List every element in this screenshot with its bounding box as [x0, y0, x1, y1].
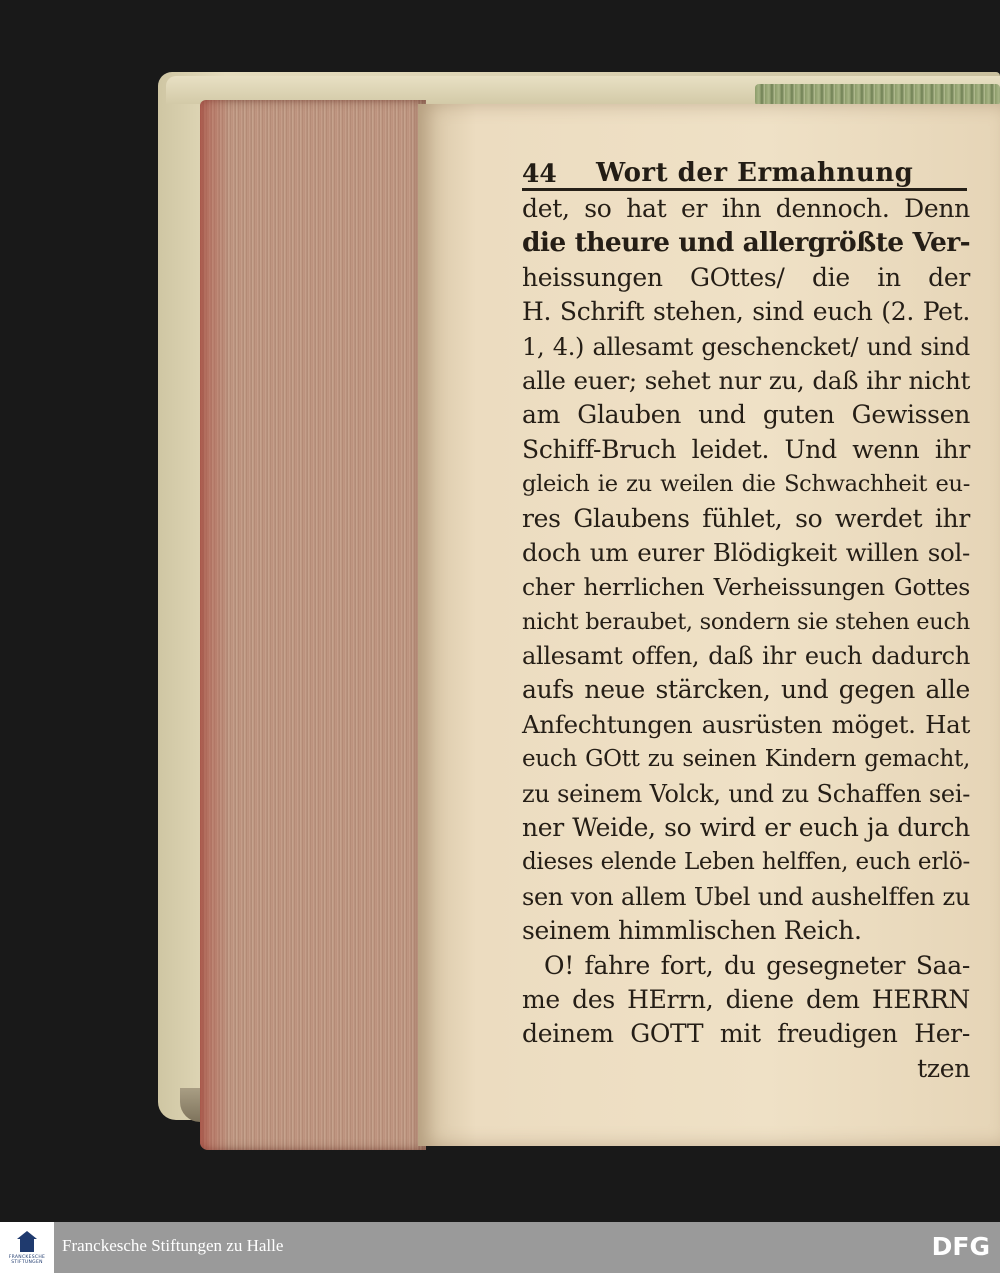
institution-name[interactable]: Franckesche Stiftungen zu Halle	[62, 1236, 284, 1255]
text-line: euch GOtt zu seinen Kindern gemacht,	[522, 746, 970, 773]
text-line: 1, 4.) allesamt geschencket/ und sind	[522, 332, 970, 361]
text-line: doch um eurer Blödigkeit willen sol-	[522, 537, 970, 567]
text-line: me des HErrn, diene dem HERRN	[522, 984, 970, 1014]
text-line: allesamt offen, daß ihr euch dadurch	[522, 642, 970, 671]
text-line: O! fahre fort, du gesegneter Saa-	[544, 950, 970, 980]
text-line: ner Weide, so wird er euch ja durch	[522, 813, 970, 843]
text-line: dieses elende Leben helffen, euch erlö-	[522, 849, 970, 876]
text-line: Schiff-Bruch leidet. Und wenn ihr	[522, 434, 970, 464]
text-line: die theure und allergrößte Ver-	[522, 227, 970, 259]
page-number: 44	[522, 159, 557, 188]
page-header	[522, 148, 967, 191]
text-line: sen von allem Ubel und aushelffen zu	[522, 882, 970, 911]
logo-text: FRANCKESCHE STIFTUNGEN	[8, 1254, 46, 1265]
text-line: nicht beraubet, sondern sie stehen euch	[522, 608, 970, 635]
text-line: gleich ie zu weilen die Schwachheit eu-	[522, 471, 970, 498]
text-line: heissungen GOttes/ die in der	[522, 262, 970, 292]
text-line: res Glaubens fühlet, so werdet ihr	[522, 503, 970, 533]
text-line: seinem himmlischen Reich.	[522, 916, 862, 946]
footer-bar	[0, 1222, 1000, 1273]
text-line: tzen	[917, 1053, 970, 1083]
dfg-logo[interactable]: DFG	[931, 1232, 990, 1261]
page-block-edge	[200, 100, 426, 1150]
text-line: zu seinem Volck, und zu Schaffen sei-	[522, 779, 970, 808]
text-line: Anfechtungen ausrüsten möget. Hat	[522, 709, 970, 739]
building-icon	[17, 1231, 37, 1253]
text-line: det, so hat er ihn dennoch. Denn	[522, 194, 970, 223]
running-head: Wort der Ermahnung	[596, 158, 914, 188]
text-line: H. Schrift stehen, sind euch (2. Pet.	[522, 297, 970, 327]
text-line: am Glauben und guten Gewissen	[522, 400, 970, 430]
institution-logo[interactable]	[0, 1222, 54, 1273]
text-line: deinem GOTT mit freudigen Her-	[522, 1019, 970, 1049]
page-body-text	[522, 192, 970, 1086]
text-line: aufs neue stärcken, und gegen alle	[522, 675, 970, 705]
text-line: cher herrlichen Verheissungen Gottes	[522, 573, 970, 602]
text-line: alle euer; sehet nur zu, daß ihr nicht	[522, 365, 970, 395]
headband	[755, 84, 1000, 106]
